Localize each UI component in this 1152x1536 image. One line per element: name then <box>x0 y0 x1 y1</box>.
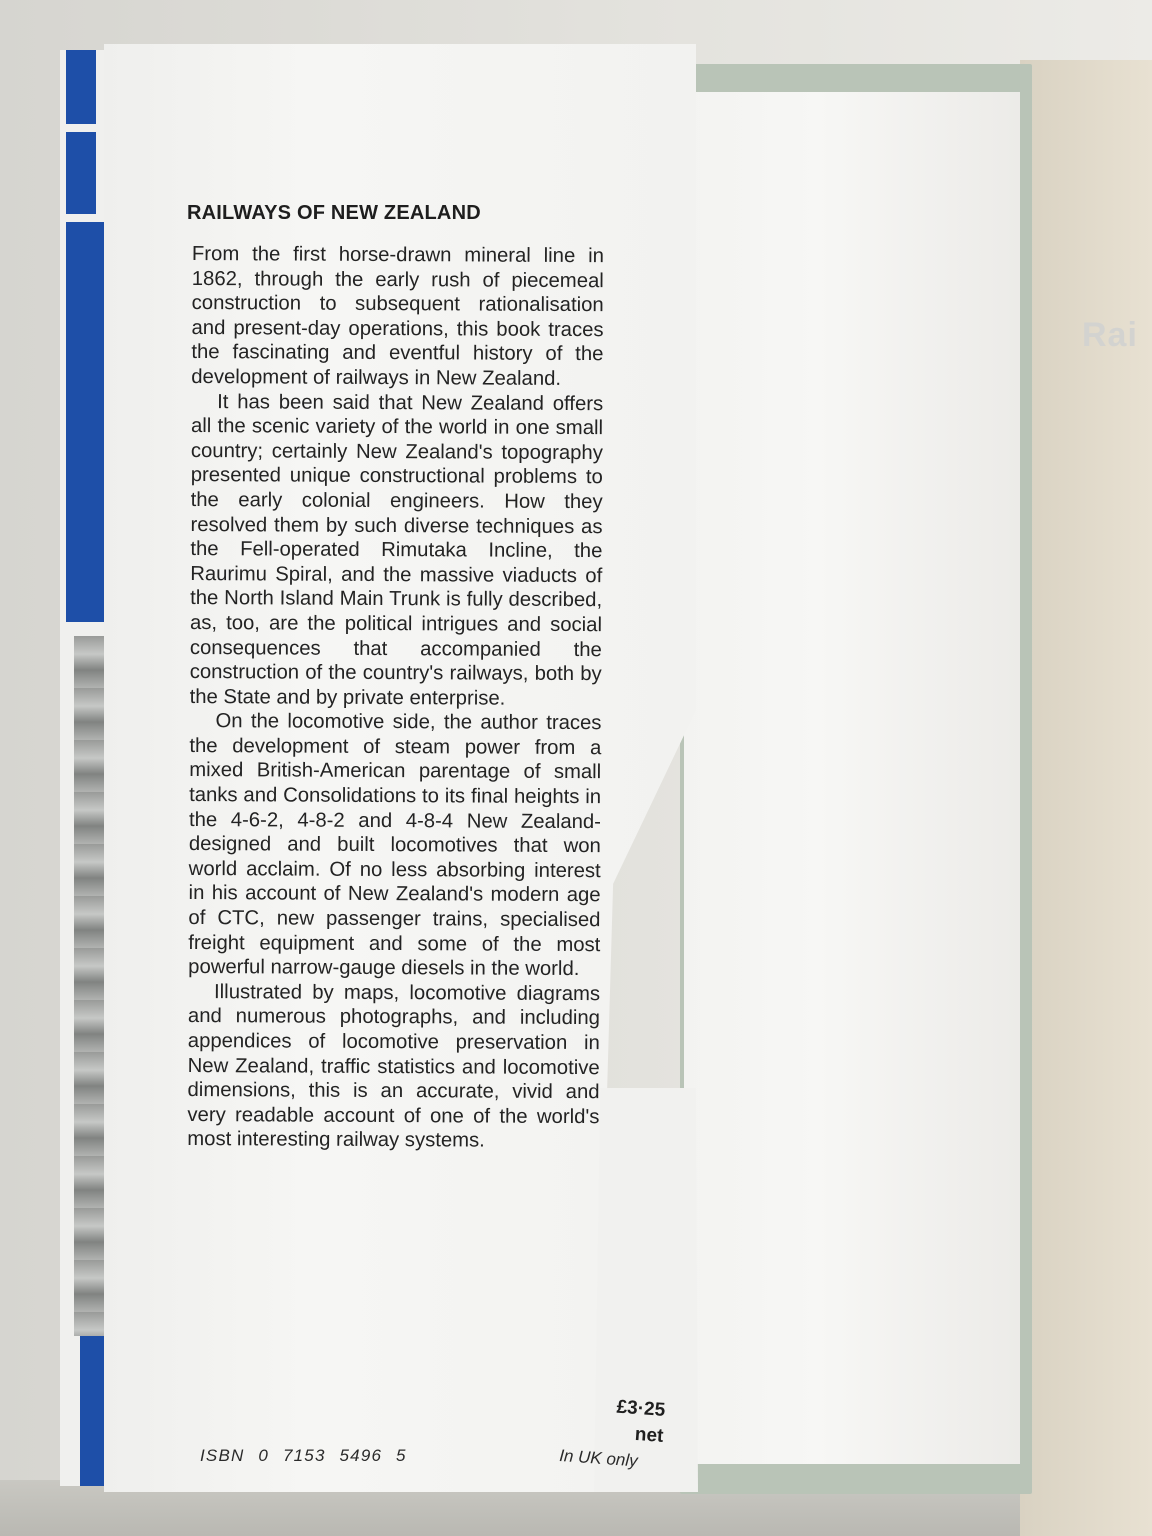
blurb-paragraph: It has been said that New Zealand offers all the scenic variety of the world in one small country; certainly New Zealand's topography presented unique constructional problems to the early colonial engineers. How they resolved them by such diverse techniques as the Fell-operated Rimutaka Incline, the Raurimu Spiral, and the massive viaducts of the North Island Main Trunk is fully described, as, too, are the political intrigues and social consequences that accompanied the construction of the country's railways, both by the State and by private enterprise. <box>189 390 604 710</box>
adjacent-book-page <box>1020 60 1152 1536</box>
endpaper <box>684 92 1020 1464</box>
spine-blue-band-middle <box>66 222 108 622</box>
blurb-paragraph: Illustrated by maps, locomotive diagrams and numerous photographs, and including appendices of locomotive preservation in New Zealand, traffic statistics and locomotive dimensions, this is an accurate, vivid and very readable account of one of the world's most interesting railway systems. <box>187 980 601 1152</box>
flap-title: RAILWAYS OF NEW ZEALAND <box>187 202 481 224</box>
show-through-lettering: Rai <box>1082 316 1138 354</box>
price-value: £3·25 <box>615 1396 666 1421</box>
blurb-paragraph: From the first horse-drawn mineral line in 1862, through the early rush of piecemeal construction to subsequent rationalisation and present-day operations, this book traces the fascinating and eventful history of the development of railways in New Zealand. <box>191 242 604 390</box>
spine-blue-band-upper <box>66 132 96 214</box>
flap-blurb <box>187 242 604 1154</box>
spine-blue-band-top <box>66 50 96 124</box>
price-region-label: In UK only <box>558 1446 639 1471</box>
price-block <box>599 1394 666 1450</box>
price-net-label: net <box>634 1423 665 1447</box>
isbn-number: ISBN 0 7153 5496 5 <box>200 1446 407 1465</box>
blurb-paragraph: On the locomotive side, the author traces the development of steam power from a mixed British-American parentage of small tanks and Consolidations to its final heights in the 4-6-2, 4-8-2 and 4-8-4 New Zealand-designed and built locomotives that won world acclaim. Of no less absorbing interest in his account of New Zealand's modern age of CTC, new passenger trains, specialised freight equipment and some of the most powerful narrow-gauge diesels in the world. <box>188 710 602 981</box>
